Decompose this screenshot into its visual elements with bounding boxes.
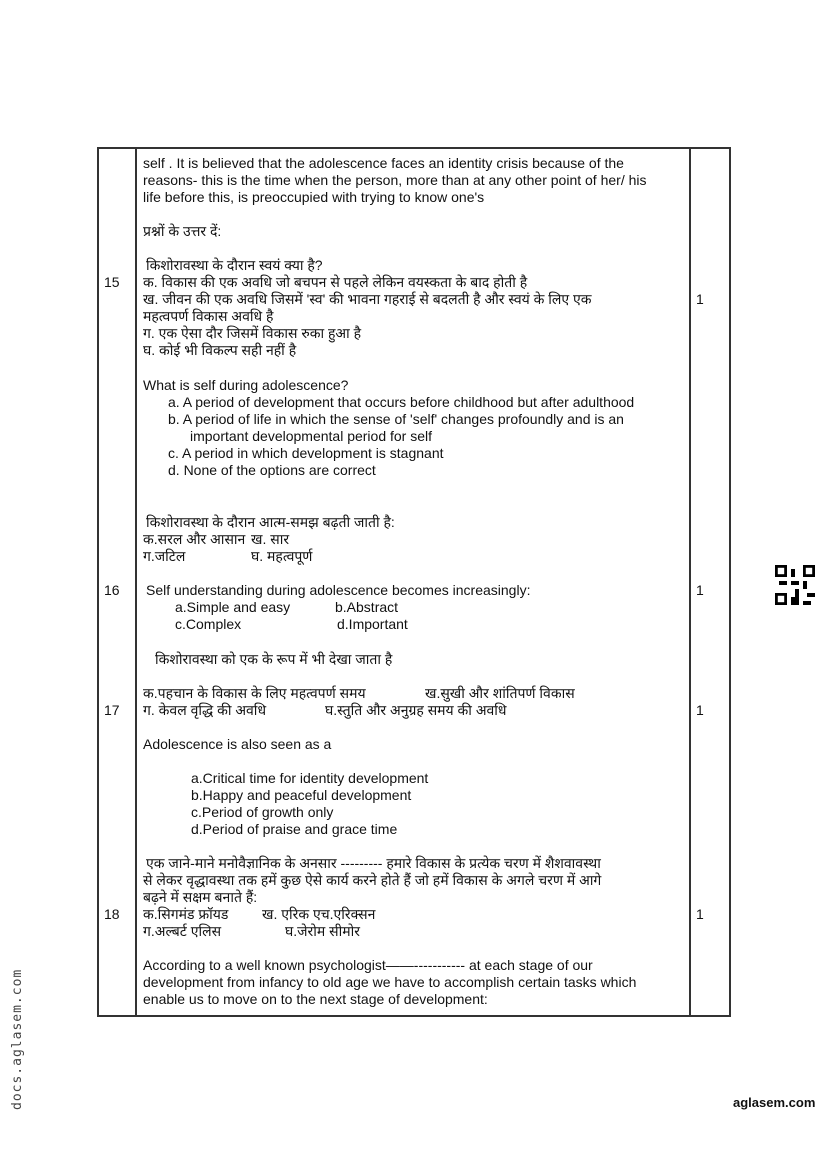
option-hi: क. विकास की एक अवधि जो बचपन से पहले लेकिन वयस्कता के बाद होती है (143, 274, 528, 290)
question-hi: बढ़ने में सक्षम बनाते हैं: (143, 889, 258, 905)
option-hi: ख. एरिक एच.एरिक्सन (262, 906, 376, 922)
option-hi: क.सरल और आसान (143, 531, 246, 547)
question-en: Adolescence is also seen as a (143, 736, 332, 752)
question-hi: एक जाने-माने मनोवैज्ञानिक के अनसार --------- हमारे विकास के प्रत्येक चरण में शैशवावस्था (146, 855, 601, 871)
question-hi: किशोरावस्था को एक के रूप में भी देखा जाता है (155, 651, 393, 667)
instruction-hi: प्रश्नों के उत्तर दें: (143, 223, 222, 239)
option-hi: ख. सार (251, 531, 290, 547)
option-hi: घ. महत्वपूर्ण (251, 548, 313, 564)
question-marks: 1 (696, 906, 704, 922)
table-bottom-border (97, 1015, 731, 1017)
option-en: d.Period of praise and grace time (191, 821, 398, 837)
option-en: c. A period in which development is stagnant (168, 445, 444, 461)
question-hi: किशोरावस्था के दौरान स्वयं क्या है? (146, 257, 323, 273)
question-number: 15 (104, 274, 120, 290)
question-number: 17 (104, 702, 120, 718)
question-hi: से लेकर वृद्धावस्था तक हमें कुछ ऐसे कार्य करने होते हैं जो हमें विकास के अगले चरण में आगे (143, 872, 602, 888)
table-top-border (97, 147, 731, 149)
question-en: enable us to move on to the next stage of development: (143, 991, 488, 1007)
option-en: b. A period of life in which the sense of 'self' changes profoundly and is an (168, 411, 624, 427)
question-hi: किशोरावस्था के दौरान आत्म-समझ बढ़ती जाती है: (146, 514, 395, 530)
brand-link[interactable]: aglasem.com (733, 1095, 816, 1110)
option-hi: ग.अल्बर्ट एलिस (143, 923, 222, 939)
question-number: 16 (104, 582, 120, 598)
qr-code-icon (775, 565, 815, 605)
option-en: a.Critical time for identity development (191, 770, 429, 786)
option-hi: घ.स्तुति और अनुग्रह समय की अवधि (325, 702, 507, 718)
option-en: b.Abstract (335, 599, 399, 615)
option-en: important developmental period for self (190, 428, 433, 444)
passage-line: life before this, is preoccupied with trying to know one's (143, 189, 485, 205)
option-en: d. None of the options are correct (168, 462, 376, 478)
question-en: Self understanding during adolescence becomes increasingly: (146, 582, 531, 598)
passage-line: self . It is believed that the adolescence faces an identity crisis because of the (143, 155, 624, 171)
option-hi: ग.जटिल (143, 548, 186, 564)
option-en: b.Happy and peaceful development (191, 787, 412, 803)
column-divider (135, 147, 137, 1017)
table-left-border (97, 147, 99, 1017)
passage-line: reasons- this is the time when the person, more than at any other point of her/ his (143, 172, 647, 188)
question-number: 18 (104, 906, 120, 922)
option-hi: ग. केवल वृद्धि की अवधि (143, 702, 267, 718)
question-en: development from infancy to old age we have to accomplish certain tasks which (143, 974, 637, 990)
option-hi: ग. एक ऐसा दौर जिसमें विकास रुका हुआ है (143, 325, 362, 341)
option-hi: ख. जीवन की एक अवधि जिसमें 'स्व' की भावना गहराई से बदलती है और स्वयं के लिए एक (143, 291, 592, 307)
option-hi: क.सिगमंड फ्रॉयड (143, 906, 229, 922)
column-divider (689, 147, 691, 1017)
option-en: d.Important (337, 616, 408, 632)
option-hi: महत्वपर्ण विकास अवधि है (143, 308, 274, 324)
option-en: a.Simple and easy (175, 599, 291, 615)
question-en: What is self during adolescence? (143, 377, 349, 393)
option-hi: क.पहचान के विकास के लिए महत्वपर्ण समय (143, 685, 366, 701)
table-right-border (729, 147, 731, 1017)
option-hi: घ.जेरोम सीमोर (285, 923, 360, 939)
option-hi: घ. कोई भी विकल्प सही नहीं है (143, 342, 297, 358)
question-en: According to a well known psychologist——----------- at each stage of our (143, 957, 593, 973)
option-en: c.Period of growth only (191, 804, 334, 820)
option-en: a. A period of development that occurs before childhood but after adulthood (168, 394, 635, 410)
option-en: c.Complex (175, 616, 242, 632)
question-marks: 1 (696, 702, 704, 718)
watermark: docs.aglasem.com (10, 968, 25, 1110)
question-marks: 1 (696, 582, 704, 598)
option-hi: ख.सुखी और शांतिपर्ण विकास (425, 685, 575, 701)
question-marks: 1 (696, 291, 704, 307)
